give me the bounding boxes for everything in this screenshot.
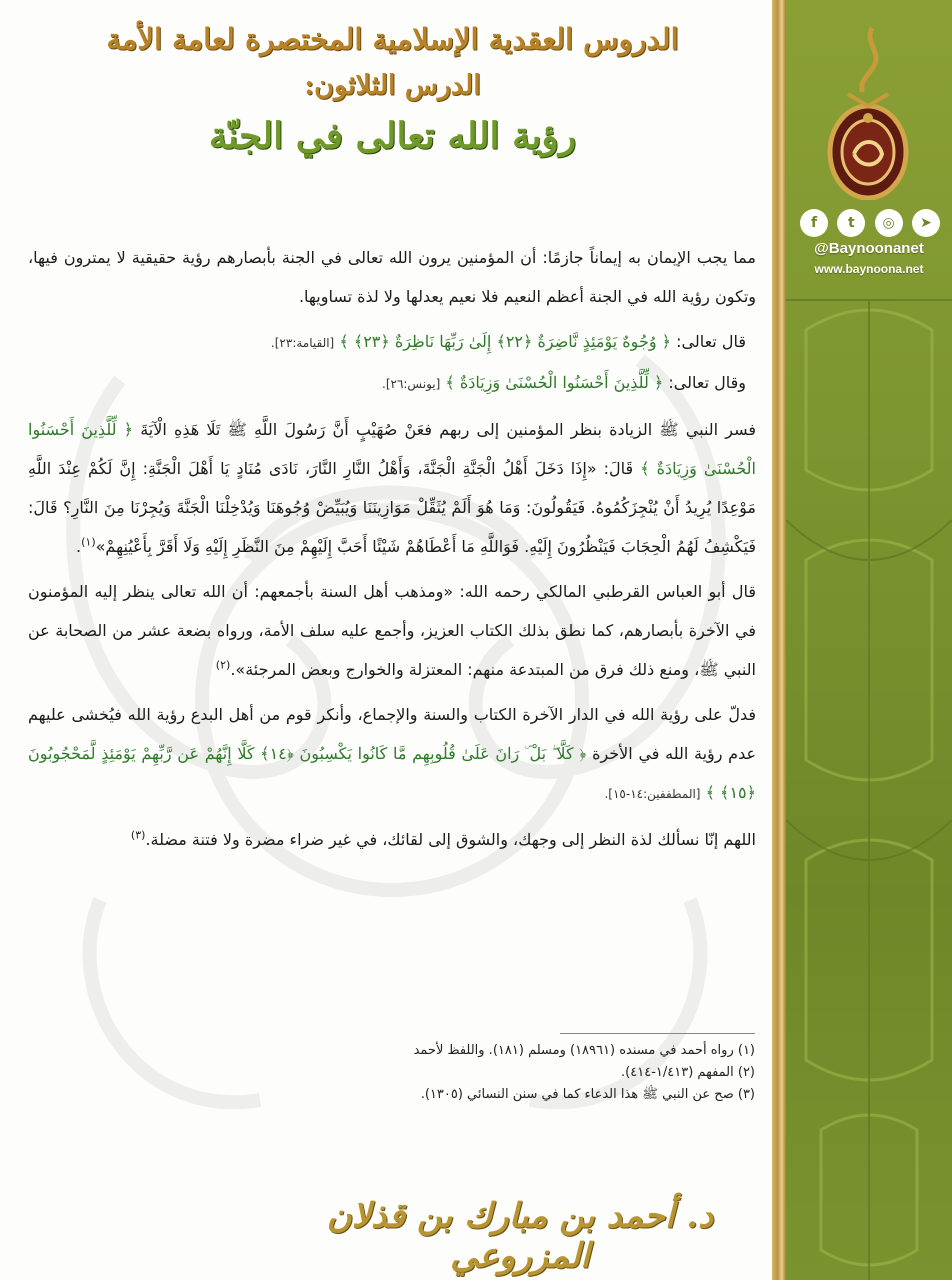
footnote-2: (٢) المفهم (١/٤١٣-٤١٤). [621,1065,755,1080]
footnote-marker[interactable]: (١) [81,535,96,549]
social-handle[interactable]: @Baynoonanet [814,240,924,257]
ayah-text: ﴿ كَلَّا ۖ بَلْ ۜ رَانَ عَلَىٰ قُلُوبِهِم مَّا كَانُوا يَكْسِبُونَ ﴿١٤﴾ كَلَّا إِنَّهُمْ عَن رَّبِّهِمْ يَوْمَئِذٍ لَّمَحْجُوبُونَ ﴿١٥﴾ ﴾ [28,744,756,802]
sidebar [786,0,952,1280]
paragraph-qurtubi [28,572,756,689]
facebook-icon[interactable]: f [800,209,828,237]
footnote-3: (٣) صح عن النبي ﷺ هذا الدعاء كما في سنن النسائي (١٣٠٥). [420,1087,755,1102]
lesson-number: الدرس الثلاثون: [304,70,481,101]
footnote-1: (١) رواه أحمد في مسنده (١٨٩٦١) ومسلم (١٨١). واللفظ لأحمد [413,1043,755,1058]
baynoona-logo[interactable] [824,22,912,200]
evidence-text: فدلّ على رؤية الله في الدار الآخرة الكتاب والسنة والإجماع، وأنكر قوم من أهل البدع رؤية الله فيُخشى عليهم عدم رؤية الله في الأخرة [28,705,757,763]
quote-intro: وقال تعالى: [668,373,746,392]
paragraph-hadith: فسر النبي ﷺ الزيادة بنظر المؤمنين إلى ربهم فعَنْ صُهَيْبٍ أَنَّ رَسُولَ اللَّهِ ﷺ تَلَا هَذِهِ الْآيَةَ ﴿ لِّلَّذِينَ أَحْسَنُوا الْحُسْنَىٰ وَزِيَادَةٌ ﴾ قَالَ: «إِذَا دَخَلَ أَهْلُ الْجَنَّةِ الْجَنَّةَ، وَأَهْلُ النَّارِ النَّارَ، نَادَى مُنَادٍ يَا أَهْلَ الْجَنَّةِ: إِنَّ لَكُمْ عِنْدَ اللَّهِ مَوْعِدًا يُرِيدُ أَنْ يُنْجِزَكُمُوهُ. فَيَقُولُونَ: وَمَا هُوَ أَلَمْ يُثَقِّلْ مَوَازِينَنَا وَيُبَيِّضْ وُجُوهَنَا وَيُدْخِلْنَا الْجَنَّةَ وَيُجِرْنَا مِنَ النَّارِ؟ قَالَ: فَيَكْشِفُ لَهُمُ الْحِجَابَ فَيَنْظُرُونَ إِلَيْهِ. فَوَاللَّهِ مَا أَعْطَاهُمْ شَيْئًا أَحَبَّ إِلَيْهِمْ مِنَ النَّظَرِ إِلَيْهِ وَلَا أَقَرَّ بِأَعْيُنِهِمْ»$^{(١)}$. [28,420,756,556]
series-title: الدروس العقدية الإسلامية المختصرة لعامة الأمة [106,22,679,56]
quran-quote-2 [28,363,756,404]
hadith-intro: فسر النبي ﷺ الزيادة بنظر المؤمنين إلى ربهم فعَنْ صُهَيْبٍ أَنَّ رَسُولَ اللَّهِ ﷺ تَلَا هَذِهِ الْآيَةَ [140,420,756,439]
telegram-icon[interactable]: ➤ [912,209,940,237]
ayah-text: ﴿ وُجُوهٌ يَوْمَئِذٍ نَّاضِرَةٌ ﴿٢٢﴾ إِلَىٰ رَبِّهَا نَاظِرَةٌ ﴿٢٣﴾ ﴾ [339,332,672,351]
header [20,22,765,157]
footnote-marker[interactable]: (٢) [215,658,231,672]
social-icons [800,208,940,238]
paragraph-dua [28,820,756,859]
footnote-divider [560,1033,755,1034]
ayah-reference: [المطففين:١٤-١٥]. [604,787,701,801]
paragraph-intro: مما يجب الإيمان به إيماناً جازمًا: أن المؤمنين يرون الله تعالى في الجنة بأبصارهم رؤية حقيقية لا يمترون فيها، وتكون رؤية الله في الجنة أعظم النعيم فلا نعيم يعدلها ولا لذة تساويها. [28,248,756,306]
ayah-reference: [القيامة:٢٣]. [270,336,335,350]
hadith-text: قَالَ: «إِذَا دَخَلَ أَهْلُ الْجَنَّةِ الْجَنَّةَ، وَأَهْلُ النَّارِ النَّارَ، نَادَى مُنَادٍ يَا أَهْلَ الْجَنَّةِ: إِنَّ لَكُمْ عِنْدَ اللَّهِ مَوْعِدًا يُرِيدُ أَنْ يُنْجِزَكُمُوهُ. فَيَقُولُونَ: وَمَا هُوَ أَلَمْ يُثَقِّلْ مَوَازِينَنَا وَيُبَيِّضْ وُجُوهَنَا وَيُدْخِلْنَا الْجَنَّةَ وَيُجِرْنَا مِنَ النَّارِ؟ قَالَ: فَيَكْشِفُ لَهُمُ الْحِجَابَ فَيَنْظُرُونَ إِلَيْهِ. فَوَاللَّهِ مَا أَعْطَاهُمْ شَيْئًا أَحَبَّ إِلَيْهِمْ مِنَ النَّظَرِ إِلَيْهِ وَلَا أَقَرَّ بِأَعْيُنِهِمْ» [28,459,756,556]
footnote-marker[interactable]: (٣) [130,828,146,842]
gold-divider [772,0,786,1280]
lesson-body [28,238,756,865]
footnotes [330,1040,755,1106]
quote-intro: قال تعالى: [676,332,746,351]
dua-text: اللهم إنّا نسألك لذة النظر إلى وجهك، والشوق إلى لقائك، في غير ضراء مضرة ولا فتنة مضلة. [145,830,756,849]
quran-quote-1 [28,322,756,363]
lesson-title: رؤية الله تعالى في الجنّة [208,115,577,157]
twitter-icon[interactable]: t [837,209,865,237]
paragraph-evidence [28,695,756,814]
ayah-reference: [يونس:٢٦]. [382,377,441,391]
website-link[interactable]: www.baynoona.net [814,262,924,276]
instagram-icon[interactable]: ◎ [875,209,903,237]
ayah-text: ﴿ لِّلَّذِينَ أَحْسَنُوا الْحُسْنَىٰ وَزِيَادَةٌ ﴾ [445,373,664,392]
author-signature: د. أحمد بن مبارك بن قذلان المزروعي [326,1196,714,1276]
ayah-text: ﴿ لِّلَّذِينَ أَحْسَنُوا الْحُسْنَىٰ وَزِيَادَةٌ ﴾ [28,420,756,478]
qurtubi-quote: قال أبو العباس القرطبي المالكي رحمه الله: «ومذهب أهل السنة بأجمعهم: أن الله تعالى ينظر إليه المؤمنون في الآخرة بأبصارهم، كما نطق بذلك الكتاب العزيز، وأجمع عليه سلف الأمة، ورواه بضعة عشر من الصحابة عن النبي ﷺ، ومنع ذلك فرق من المبتدعة منهم: المعتزلة والخوارج وبعض المرجئة». [28,582,756,679]
